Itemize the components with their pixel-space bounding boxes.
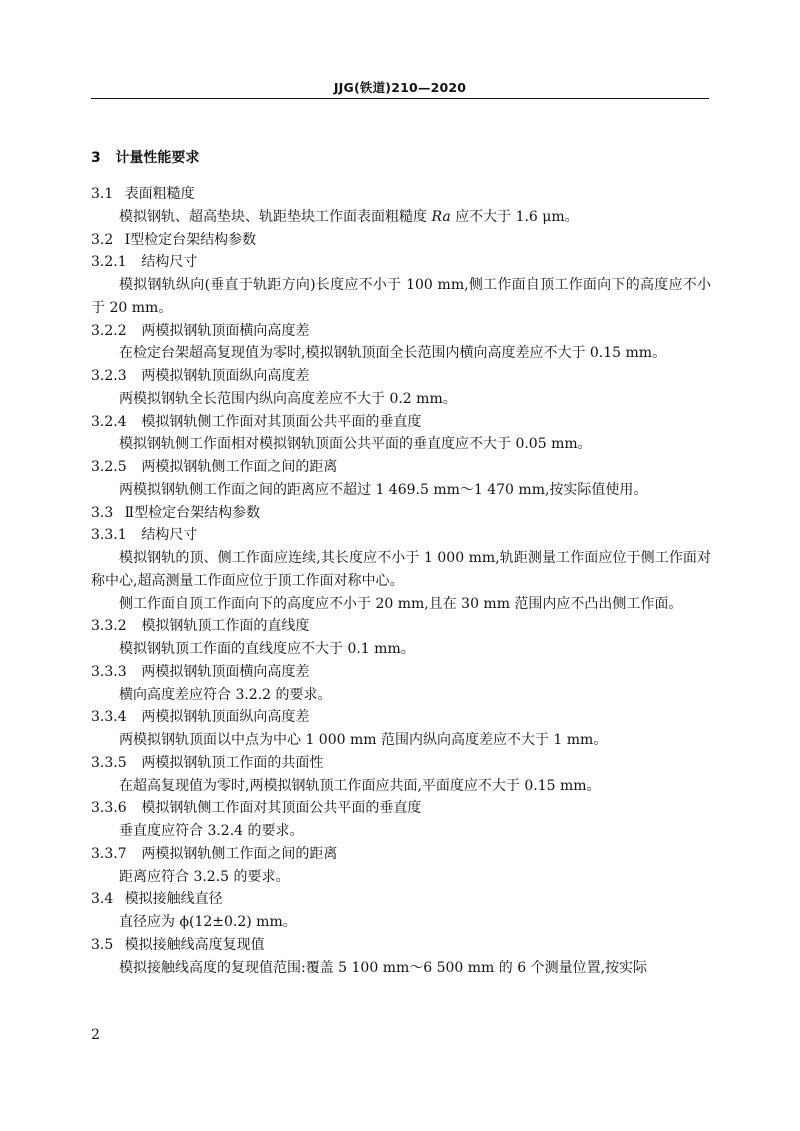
clause-title: 模拟钢轨侧工作面对其顶面公共平面的垂直度 (141, 413, 422, 430)
roughness-symbol: Ra (431, 208, 451, 225)
clause-heading (91, 752, 711, 775)
header-rule (91, 98, 709, 99)
clause-paragraph: 模拟钢轨的顶、侧工作面应连续,其长度应不小于 1 000 mm,轨距测量工作面应位于侧工作面对称中心,超高测量工作面应位于顶工作面对称中心。 (91, 550, 711, 589)
clause-number: 3.3.1 (91, 527, 127, 544)
clause-paragraph: 在超高复现值为零时,两模拟钢轨顶工作面应共面,平面度应不大于 0.15 mm。 (119, 777, 601, 794)
clause-title: 模拟钢轨顶工作面的直线度 (141, 618, 310, 635)
clause-heading (91, 843, 711, 866)
clause-number: 3.2.1 (91, 254, 127, 271)
clause-heading (91, 661, 711, 684)
clause-heading (91, 934, 711, 957)
page-number: 2 (91, 1027, 100, 1043)
clause-number: 3.3.6 (91, 800, 127, 817)
clause-number: 3.3.4 (91, 709, 127, 726)
clause-heading (91, 365, 711, 388)
clause-number: 3.3.3 (91, 663, 127, 680)
clause-title: 两模拟钢轨顶面横向高度差 (141, 663, 310, 680)
clause-title: 结构尺寸 (141, 254, 198, 271)
clause-title: 结构尺寸 (141, 527, 198, 544)
clause-paragraph: 模拟钢轨纵向(垂直于轨距方向)长度应不小于 100 mm,侧工作面自顶工作面向下的高度应不小于 20 mm。 (91, 277, 711, 316)
document-body (91, 147, 711, 979)
clause-title: 两模拟钢轨顶面纵向高度差 (141, 709, 310, 726)
clause-heading (91, 888, 711, 911)
clause-title: 两模拟钢轨顶面纵向高度差 (141, 368, 310, 384)
clause-number: 3.2.4 (91, 413, 127, 430)
clause-number: 3.2 (91, 231, 114, 248)
clause-paragraph: 侧工作面自顶工作面向下的高度应不小于 20 mm,且在 30 mm 范围内应不凸出侧工作面。 (119, 595, 683, 612)
clause-heading (91, 183, 711, 206)
clause-paragraph: 直径应为 ϕ(12±0.2) mm。 (119, 914, 297, 930)
clause-heading (91, 456, 711, 479)
clause-paragraph: 模拟钢轨侧工作面相对模拟钢轨顶面公共平面的垂直度应不大于 0.05 mm。 (119, 436, 592, 453)
clause-number: 3.3 (91, 504, 114, 521)
clause-paragraph: 两模拟钢轨侧工作面之间的距离应不超过 1 469.5 mm～1 470 mm,按实际值使用。 (119, 481, 648, 498)
clause-heading (91, 411, 711, 434)
clause-heading (91, 229, 711, 252)
clause-number: 3.3.2 (91, 618, 127, 635)
clause-title: Ⅰ型检定台架结构参数 (124, 231, 257, 248)
clause-title: 表面粗糙度 (124, 186, 195, 202)
clause-number: 3.3.7 (91, 845, 127, 862)
clause-title: 模拟接触线高度复现值 (124, 936, 265, 953)
clause-number: 3.2.3 (91, 368, 127, 384)
paragraph-text: 应不大于 1.6 μm。 (450, 208, 579, 225)
clause-title: Ⅱ型检定台架结构参数 (124, 504, 261, 521)
clause-paragraph: 垂直度应符合 3.2.4 的要求。 (119, 823, 304, 839)
clause-paragraph: 两模拟钢轨顶面以中点为中心 1 000 mm 范围内纵向高度差应不大于 1 mm。 (119, 732, 608, 748)
clause-title: 两模拟钢轨侧工作面之间的距离 (141, 459, 338, 475)
section-title-text: 计量性能要求 (115, 150, 200, 166)
clause-title: 两模拟钢轨顶面横向高度差 (141, 322, 310, 339)
clause-title: 模拟接触线直径 (124, 891, 223, 908)
clause-heading (91, 524, 711, 547)
clause-paragraph: 模拟钢轨顶工作面的直线度应不大于 0.1 mm。 (119, 641, 415, 657)
clause-paragraph: 模拟接触线高度的复现值范围:覆盖 5 100 mm～6 500 mm 的 6 个测量位置,按实际 (119, 959, 648, 976)
section-number: 3 (91, 150, 101, 166)
clause-heading (91, 797, 711, 820)
clause-paragraph: 在检定台架超高复现值为零时,模拟钢轨顶面全长范围内横向高度差应不大于 0.15 mm。 (119, 345, 667, 362)
clause-number: 3.5 (91, 936, 114, 953)
clause-paragraph: 横向高度差应符合 3.2.2 的要求。 (119, 686, 332, 703)
clause-title: 两模拟钢轨侧工作面之间的距离 (141, 845, 338, 862)
document-header: JJG(铁道)210—2020 (333, 80, 467, 95)
clause-heading (91, 502, 711, 525)
clause-heading (91, 615, 711, 638)
clause-number: 3.3.5 (91, 754, 127, 771)
clause-title: 两模拟钢轨顶工作面的共面性 (141, 754, 324, 771)
clause-title: 模拟钢轨侧工作面对其顶面公共平面的垂直度 (141, 800, 422, 817)
clause-paragraph: 距离应符合 3.2.5 的要求。 (119, 868, 290, 885)
clause-heading (91, 320, 711, 343)
clause-number: 3.1 (91, 186, 114, 202)
clause-number: 3.2.2 (91, 322, 127, 339)
paragraph-text: 模拟钢轨、超高垫块、轨距垫块工作面表面粗糙度 (119, 208, 432, 225)
clause-paragraph: 两模拟钢轨全长范围内纵向高度差应不大于 0.2 mm。 (119, 390, 457, 407)
clause-heading (91, 706, 711, 729)
section-title (91, 147, 711, 169)
clause-paragraph (91, 206, 711, 229)
clause-number: 3.4 (91, 891, 114, 908)
clause-heading (91, 251, 711, 274)
clause-number: 3.2.5 (91, 459, 127, 475)
